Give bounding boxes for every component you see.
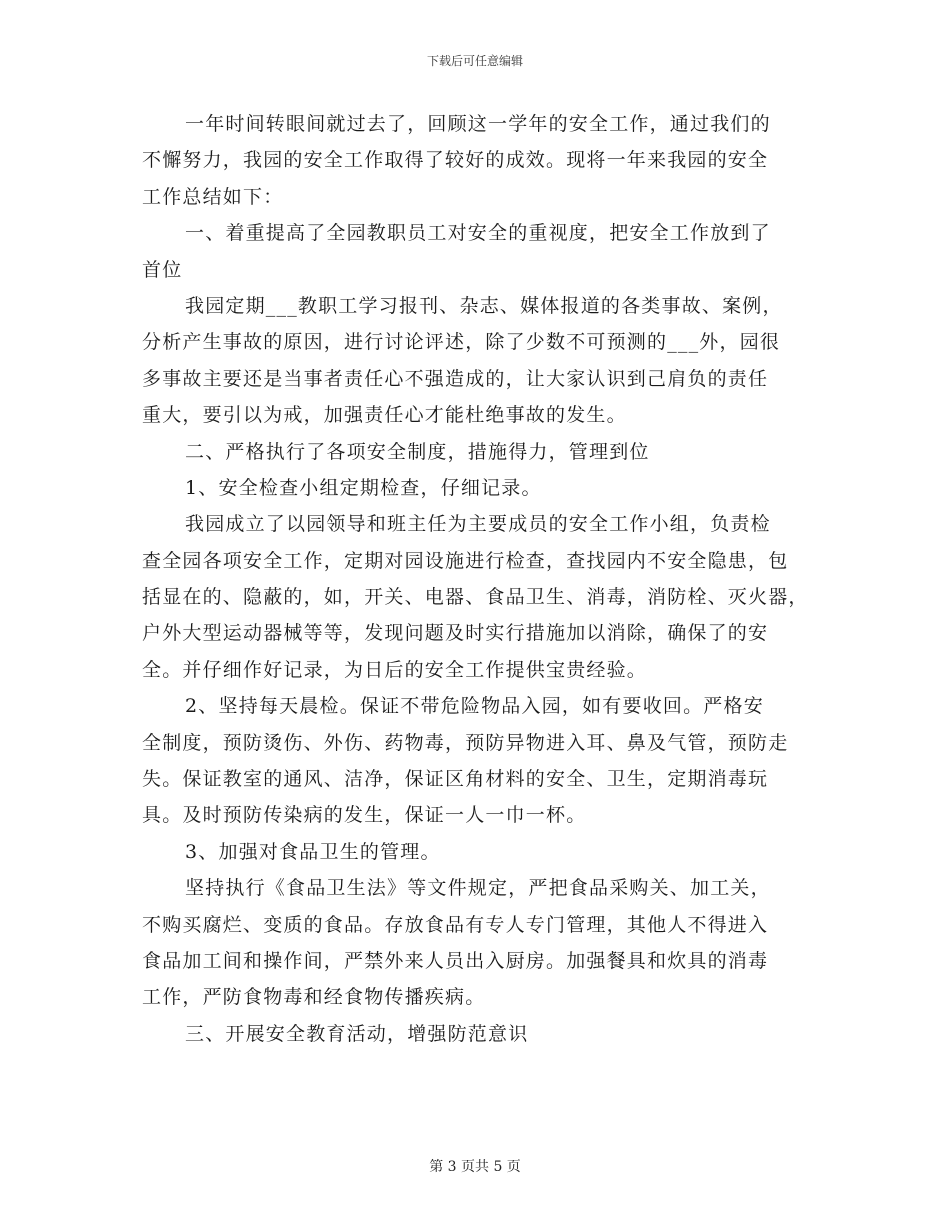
text-line: 2、坚持每天晨检。保证不带危险物品入园，如有要收回。严格安: [185, 695, 764, 718]
text-line: 食品加工间和操作间，严禁外来人员出入厨房。加强餐具和炊具的消毒: [142, 949, 769, 972]
text-line: 工作，严防食物毒和经食物传播疾病。: [142, 986, 486, 1009]
text-line: 查全园各项安全工作，定期对园设施进行检查，查找园内不安全隐患，包: [142, 549, 789, 572]
text-line: 不购买腐烂、变质的食品。存放食品有专人专门管理，其他人不得进入: [142, 913, 769, 936]
text-line: 户外大型运动器械等等，发现问题及时实行措施加以消除，确保了的安: [142, 622, 769, 645]
text-line: 工作总结如下：: [142, 185, 284, 208]
text-line: 坚持执行《食品卫生法》等文件规定，严把食品采购关、加工关，: [185, 877, 771, 900]
page-header: 下载后可任意编辑: [426, 54, 523, 68]
text-line: 重大，要引以为戒，加强责任心才能杜绝事故的发生。: [142, 404, 627, 427]
text-line: 多事故主要还是当事者责任心不强造成的，让大家认识到己肩负的责任: [142, 367, 769, 390]
page-footer: 第 3 页共 5 页: [429, 1159, 521, 1175]
text-line: 我园成立了以园领导和班主任为主要成员的安全工作小组，负责检: [185, 513, 771, 536]
text-line: 括显在的、隐蔽的，如，开关、电器、食品卫生、消毒，消防栓、灭火器，: [142, 586, 809, 609]
text-line: 全。并仔细作好记录，为日后的安全工作提供宝贵经验。: [142, 658, 648, 681]
text-line: 不懈努力，我园的安全工作取得了较好的成效。现将一年来我园的安全: [142, 149, 769, 172]
text-line: 失。保证教室的通风、洁净，保证区角材料的安全、卫生，定期消毒玩: [142, 768, 769, 791]
text-line: 具。及时预防传染病的发生，保证一人一巾一杯。: [142, 804, 587, 827]
text-line: 一、着重提高了全园教职员工对安全的重视度，把安全工作放到了: [185, 222, 771, 245]
text-line: 1、安全检查小组定期检查，仔细记录。: [185, 476, 542, 499]
text-line: 二、严格执行了各项安全制度，措施得力，管理到位: [185, 440, 650, 463]
text-line: 一年时间转眼间就过去了，回顾这一学年的安全工作，通过我们的: [185, 113, 771, 135]
text-line: 首位: [142, 258, 183, 281]
text-line: 分析产生事故的原因，进行讨论评述，除了少数不可预测的___外，园很: [142, 331, 781, 354]
document-body: [142, 106, 822, 1052]
text-line: 三、开展安全教育活动，增强防范意识: [185, 1022, 529, 1045]
text-line: 3、加强对食品卫生的管理。: [185, 840, 441, 863]
text-line: 我园定期___教职工学习报刊、杂志、媒体报道的各类事故、案例，: [185, 294, 783, 317]
text-line: 全制度，预防烫伤、外伤、药物毒，预防异物进入耳、鼻及气管，预防走: [142, 731, 789, 754]
